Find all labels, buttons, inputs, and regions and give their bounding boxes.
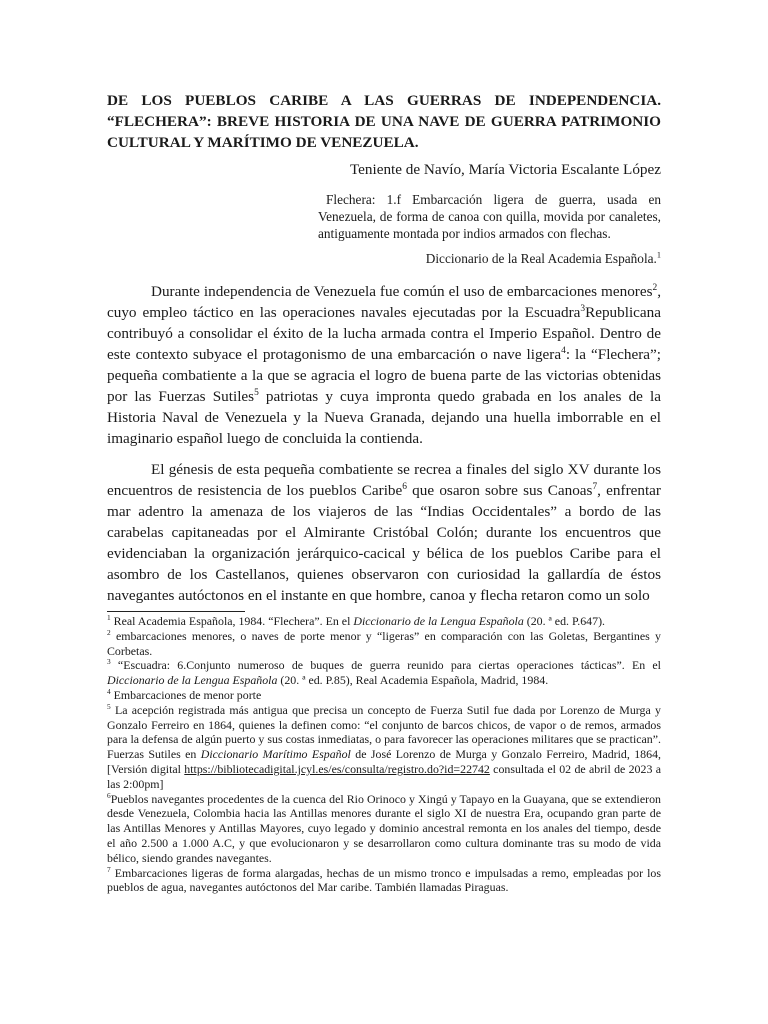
paragraph-2-text-1: El génesis de esta pequeña combatiente se recrea a finales del siglo XV durante los encuentros de resistencia de los pueblos Caribe xyxy=(107,461,661,499)
epigraph-definition: Flechera: 1.f Embarcación ligera de guerra, usada en Venezuela, de forma de canoa con quilla, movida por canaletes, antiguamente montada por indios armados con flechas. xyxy=(318,192,661,241)
footnote-number: 7 xyxy=(107,864,111,874)
footnote-number: 4 xyxy=(107,687,111,697)
footnote-italic-title: Diccionario Marítimo Español xyxy=(200,747,351,762)
epigraph xyxy=(318,191,661,267)
footnote-4 xyxy=(107,688,661,703)
footnote-text: consultada el 02 de abril de 2023 a las 2:00pm] xyxy=(107,761,661,791)
paragraph-1-text-2: , cuyo empleo táctico en las operaciones navales ejecutadas por la Escuadra xyxy=(107,283,661,321)
footnote-ref-2[interactable]: 2 xyxy=(652,282,658,293)
footnote-text: Embarcaciones ligeras de forma alargadas, hechas de un mismo tronco e impulsadas a remo, empleadas por los pueblos de agua, navegantes autóctonos del Mar caribe. También llamadas Piraguas. xyxy=(107,865,661,895)
footnote-ref-6[interactable]: 6 xyxy=(402,481,407,492)
footnote-ref-4[interactable]: 4 xyxy=(561,345,566,356)
footnotes xyxy=(107,614,661,895)
paragraph-1-text-5: patriotas y cuya impronta quedo grabada en los anales de la Historia Naval de Venezuela y la Nueva Granada, dejando una huella imborrable en el imaginario español luego de concluida la contienda. xyxy=(107,388,662,447)
footnote-text: La acepción registrada más antigua que precisa un concepto de Fuerza Sutil fue dada por Lorenzo de Murga y Gonzalo Ferreiro en 1864, quienes la definen como: “el conjunto de barcos chicos, de vapor o de remos, armados para la defensa de algún puerto y sus costas inmediatas, o para favorecer las operaciones militares que se practican”. Fuerzas Sutiles en xyxy=(107,702,661,762)
footnote-text: Real Academia Española, 1984. “Flechera”. En el xyxy=(110,614,354,628)
document-title: DE LOS PUEBLOS CARIBE A LAS GUERRAS DE INDEPENDENCIA. “FLECHERA”: BREVE HISTORIA DE UNA NAVE DE GUERRA PATRIMONIO CULTURAL Y MARÍTIMO DE VENEZUELA. xyxy=(107,92,661,151)
footnote-italic-title: Diccionario de la Lengua Española xyxy=(353,614,524,628)
footnote-1 xyxy=(107,614,661,629)
footnote-separator xyxy=(107,611,245,612)
footnote-text: “Escuadra: 6.Conjunto numeroso de buques de guerra reunido para ciertas operaciones tácticas”. En el xyxy=(110,658,661,673)
footnote-3 xyxy=(107,658,661,688)
footnote-number: 1 xyxy=(107,613,111,623)
footnote-5 xyxy=(107,703,661,792)
footnote-text: (20. ª ed. P.647). xyxy=(523,614,606,628)
footnote-number: 3 xyxy=(107,657,111,667)
paragraph-1-text-3: Republicana contribuyó a consolidar el éxito de la lucha armada contra el Imperio Español. Dentro de este contexto subyace el protagonismo de una embarcación o nave ligera xyxy=(107,304,661,363)
footnote-2 xyxy=(107,629,661,659)
document-page xyxy=(107,90,661,895)
footnote-ref-3[interactable]: 3 xyxy=(580,303,586,314)
author-line: Teniente de Navío, María Victoria Escalante López xyxy=(349,161,661,178)
footnote-ref-7[interactable]: 7 xyxy=(592,481,598,492)
epigraph-source xyxy=(318,250,661,267)
footnote-text: de José Lorenzo de Murga y Gonzalo Ferreiro, Madrid, 1864, [Versión digital xyxy=(107,747,661,776)
paragraph-2 xyxy=(107,459,661,606)
footnote-text: embarcaciones menores, o naves de porte menor y “ligeras” en comparación con las Goletas, Bergantines y Corbetas. xyxy=(107,628,661,658)
paragraph-1 xyxy=(107,281,661,449)
paragraph-2-text-2: que osaron sobre sus Canoas xyxy=(406,482,593,499)
footnote-ref-5[interactable]: 5 xyxy=(254,387,259,398)
footnote-number: 2 xyxy=(107,627,111,637)
epigraph-source-text: Diccionario de la Real Academia Española. xyxy=(425,251,657,266)
footnote-number: 6 xyxy=(107,790,111,800)
paragraph-1-text-4: : la “Flechera”; pequeña combatiente a la que se agracia el logro de buena parte de las victorias obtenidas por las Fuerzas Sutiles xyxy=(107,346,661,405)
footnote-6 xyxy=(107,792,661,866)
footnote-ref-1[interactable]: 1 xyxy=(656,250,661,260)
footnote-text: (20. ª ed. P.85), Real Academia Española, Madrid, 1984. xyxy=(277,673,549,688)
footnote-number: 5 xyxy=(107,701,111,711)
paragraph-2-text-3: , enfrentar mar adentro la amenaza de los viajeros de las “Indias Occidentales” a bordo de las carabelas capitaneadas por el Almirante Cristóbal Colón; durante los encuentros que evidenciaban la organización jerárquico-cacical y bélica de los pueblos Caribe para el asombro de los Castellanos, quienes observaron con curiosidad la gallardía de éstos navegantes autóctonos en el instante en que hombre, canoa y flecha retaron como un solo xyxy=(107,482,661,604)
footnote-link[interactable]: https://bibliotecadigital.jcyl.es/es/consulta/registro.do?id=22742 xyxy=(184,761,490,776)
footnote-7 xyxy=(107,866,661,896)
footnote-italic-title: Diccionario de la Lengua Española xyxy=(107,673,278,688)
footnote-text: Embarcaciones de menor porte xyxy=(110,687,262,702)
footnote-text: Pueblos navegantes procedentes de la cuenca del Rio Orinoco y Xingú y Tapayo en la Guayana, que se extendieron desde Venezuela, Colombia hacia las Antillas menores durante el siglo XI de nuestra Era, ocupando gran parte de las Antillas Menores y Antillas Mayores, cuyo legado y dominio ancestral remonta en los anales del tiempo, desde el año 2.500 a 1.000 A.C, y que evolucionaron y se desarrollaron como cultura dominante tras su modo de vida bélico, siendo grandes navegantes. xyxy=(107,791,661,865)
paragraph-1-text-1: Durante independencia de Venezuela fue común el uso de embarcaciones menores xyxy=(151,283,653,300)
